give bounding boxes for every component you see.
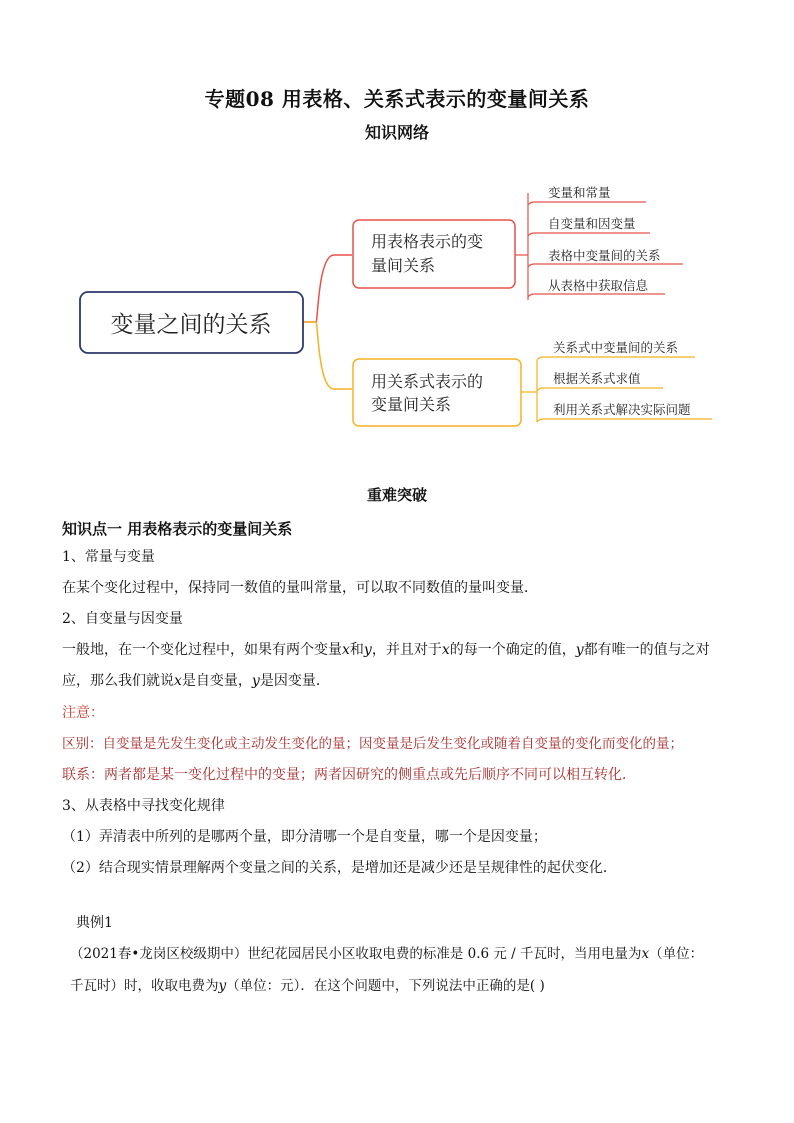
branch1-label-line1: 用表格表示的变 (371, 232, 484, 251)
branch2-label-line2: 变量间关系 (371, 395, 452, 414)
example-line2: 千瓦时）时，收取电费为y（单位：元）．在这个问题中，下列说法中正确的是( ) (70, 978, 545, 994)
connector-branch2 (303, 322, 352, 389)
root-node-label: 变量之间的关系 (110, 312, 272, 338)
branch1-box (353, 220, 515, 288)
leaf-table-info: 从表格中获取信息 (548, 278, 649, 293)
s1-heading: 1、常量与变量 (62, 549, 155, 565)
s2-text-line2: 应，那么我们就说x是自变量，y是因变量． (62, 673, 330, 689)
s3-item-2: （2）结合现实情景理解两个变量之间的关系，是增加还是减少还是呈规律性的起伏变化． (62, 860, 617, 876)
leaf-independent-dependent: 自变量和因变量 (548, 216, 636, 231)
s3-heading: 3、从表格中寻找变化规律 (62, 798, 225, 814)
document-title: 专题08 用表格、关系式表示的变量间关系 (204, 87, 590, 111)
s2-text-line1: 一般地，在一个变化过程中，如果有两个变量x和y，并且对于x的每一个确定的值，y都有唯一的值与之对 (62, 642, 710, 658)
example-line1: （2021春•龙岗区校级期中）世纪花园居民小区收取电费的标准是 0.6 元 / 千瓦时，当用电量为x（单位： (70, 946, 704, 962)
leaf-formula-relation: 关系式中变量间的关系 (553, 340, 679, 355)
s2-heading: 2、自变量与因变量 (62, 611, 183, 627)
leaf-variables-constants: 变量和常量 (548, 185, 611, 200)
knowledge-point-heading: 知识点一 用表格表示的变量间关系 (62, 520, 293, 538)
note-connection: 联系：两者都是某一变化过程中的变量；两者因研究的侧重点或先后顺序不同可以相互转化． (62, 767, 636, 783)
leaf-formula-value: 根据关系式求值 (553, 371, 641, 386)
example-label: 典例1 (76, 915, 113, 931)
leaf-table-relation: 表格中变量间的关系 (548, 248, 661, 263)
connector-branch1 (303, 255, 352, 322)
leaf-formula-practical: 利用关系式解决实际问题 (553, 402, 691, 417)
note-difference: 区别：自变量是先发生变化或主动发生变化的量；因变量是后发生变化或随着自变量的变化而变化的量； (62, 736, 683, 752)
s1-text: 在某个变化过程中，保持同一数值的量叫常量，可以取不同数值的量叫变量． (62, 580, 538, 596)
section-subtitle-knowledge-network: 知识网络 (364, 123, 429, 142)
s3-item-1: （1）弄清表中所列的是哪两个量，即分清哪一个是自变量，哪一个是因变量； (62, 829, 547, 845)
mind-map (0, 170, 794, 440)
section-title-key-points: 重难突破 (366, 486, 427, 504)
branch1-label-line2: 量间关系 (371, 256, 436, 275)
branch2-label-line1: 用关系式表示的 (371, 372, 484, 391)
branch2-box (353, 359, 521, 426)
note-label: 注意： (62, 705, 104, 721)
